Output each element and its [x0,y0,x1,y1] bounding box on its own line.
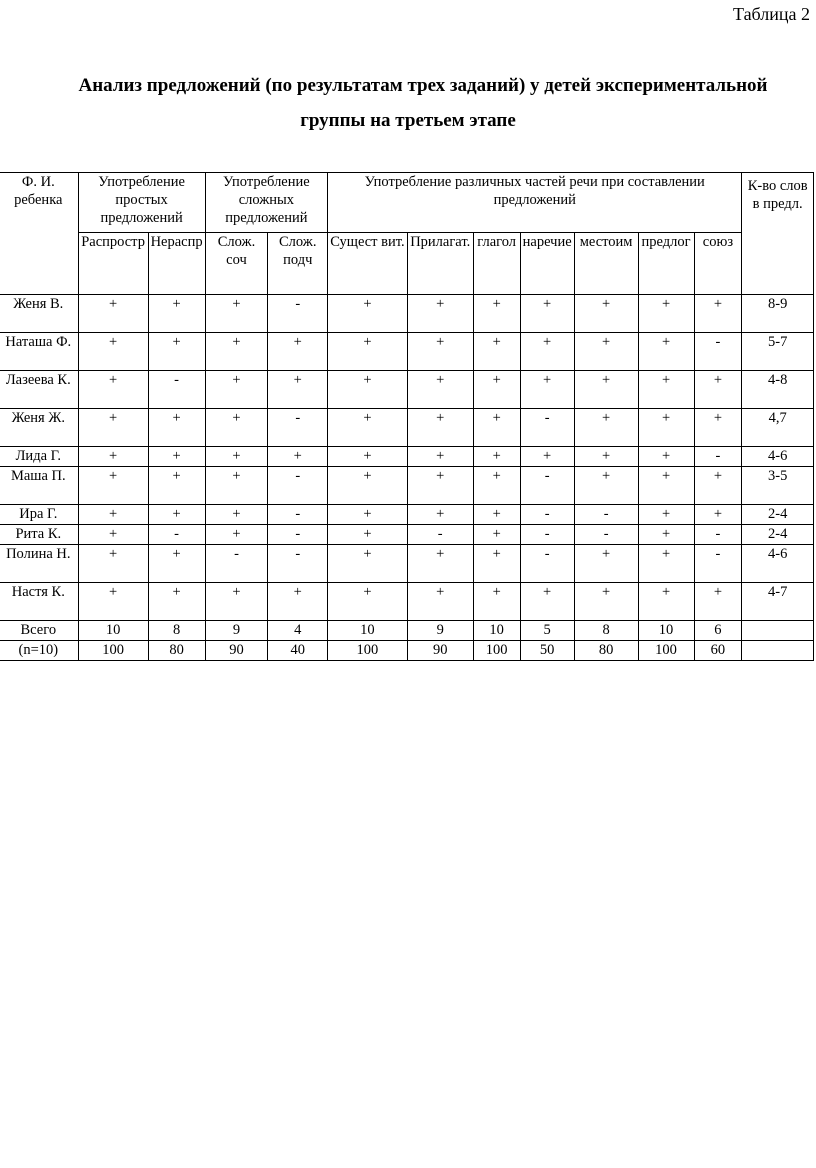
totals-row [0,621,814,641]
header-simple-sentences: Употребление простых предложений [78,173,205,233]
value-cell: + [694,371,742,409]
word-count-cell: 3-5 [742,467,814,505]
value-cell: + [638,525,694,545]
value-cell: + [328,467,408,505]
value-cell: + [148,505,205,525]
value-cell: + [205,447,268,467]
value-cell: + [638,583,694,621]
value-cell: + [148,583,205,621]
value-cell: - [520,525,574,545]
table-row [0,583,814,621]
total-value-cell: 6 [694,621,742,641]
word-count-cell: 4-7 [742,583,814,621]
value-cell: + [407,583,473,621]
value-cell: - [574,525,638,545]
child-name-cell: Наташа Ф. [0,333,78,371]
word-count-cell: 2-4 [742,505,814,525]
total-value-cell: 10 [638,621,694,641]
totals-row [0,641,814,661]
value-cell: + [473,409,520,447]
child-name-cell: Настя К. [0,583,78,621]
value-cell: - [268,295,328,333]
value-cell: + [78,545,148,583]
value-cell: + [78,295,148,333]
value-cell: + [148,409,205,447]
value-cell: + [638,371,694,409]
value-cell: + [574,583,638,621]
results-table [0,172,814,661]
value-cell: + [78,505,148,525]
value-cell: + [694,467,742,505]
child-name-cell: Полина Н. [0,545,78,583]
value-cell: + [205,409,268,447]
value-cell: + [407,409,473,447]
total-value-cell: 60 [694,641,742,661]
table-row [0,525,814,545]
value-cell: + [574,333,638,371]
total-value-cell: 80 [148,641,205,661]
total-value-cell: 8 [574,621,638,641]
value-cell: + [205,583,268,621]
value-cell: + [268,583,328,621]
value-cell: + [328,583,408,621]
value-cell: + [205,371,268,409]
value-cell: + [520,295,574,333]
value-cell: + [407,447,473,467]
value-cell: + [694,505,742,525]
value-cell: + [328,447,408,467]
value-cell: + [473,295,520,333]
subheader-cell: Слож. соч [205,233,268,295]
value-cell: + [473,525,520,545]
value-cell: - [694,525,742,545]
value-cell: + [638,333,694,371]
subheader-cell: предлог [638,233,694,295]
value-cell: + [205,505,268,525]
subheader-cell: глагол [473,233,520,295]
value-cell: + [407,295,473,333]
total-value-cell: 40 [268,641,328,661]
value-cell: + [694,583,742,621]
word-count-cell: 4-6 [742,447,814,467]
value-cell: + [268,447,328,467]
total-value-cell: 100 [638,641,694,661]
subheader-cell: Сущест вит. [328,233,408,295]
total-value-cell: 50 [520,641,574,661]
value-cell: + [148,447,205,467]
subheader-cell: Распростр [78,233,148,295]
value-cell: + [78,409,148,447]
value-cell: + [407,333,473,371]
total-value-cell: 10 [78,621,148,641]
value-cell: - [574,505,638,525]
total-value-cell: 10 [328,621,408,641]
total-value-cell: 9 [205,621,268,641]
value-cell: + [268,371,328,409]
child-name-cell: Лида Г. [0,447,78,467]
total-value-cell: 100 [328,641,408,661]
value-cell: + [328,505,408,525]
value-cell: - [268,409,328,447]
total-value-cell: 100 [473,641,520,661]
value-cell: + [78,371,148,409]
value-cell: - [407,525,473,545]
table-caption: Таблица 2 [733,4,810,24]
value-cell: + [520,583,574,621]
value-cell: + [694,295,742,333]
value-cell: + [520,333,574,371]
value-cell: - [520,545,574,583]
word-count-cell: 2-4 [742,525,814,545]
word-count-cell: 4-8 [742,371,814,409]
child-name-cell: Маша П. [0,467,78,505]
value-cell: + [205,333,268,371]
value-cell: + [473,447,520,467]
header-parts-of-speech: Употребление различных частей речи при составлении предложений [328,173,742,233]
value-cell: + [638,409,694,447]
child-name-cell: Женя Ж. [0,409,78,447]
value-cell: + [148,295,205,333]
document-title-line-1: Анализ предложений (по результатам трех заданий) у детей экспериментальной [78,75,768,96]
value-cell: - [268,467,328,505]
total-value-cell: 4 [268,621,328,641]
subheader-cell: Прилагат. [407,233,473,295]
value-cell: - [694,333,742,371]
word-count-cell: 4,7 [742,409,814,447]
total-value-cell: 100 [78,641,148,661]
value-cell: + [473,545,520,583]
value-cell: - [694,447,742,467]
word-count-cell: 4-6 [742,545,814,583]
total-value-cell: 8 [148,621,205,641]
table-row [0,467,814,505]
value-cell: + [328,525,408,545]
value-cell: + [328,409,408,447]
value-cell: + [148,467,205,505]
value-cell: + [638,295,694,333]
value-cell: + [638,467,694,505]
value-cell: + [473,583,520,621]
header-word-count: К-во слов в предл. [742,173,814,295]
value-cell: - [205,545,268,583]
value-cell: + [574,467,638,505]
value-cell: + [78,447,148,467]
value-cell: + [328,295,408,333]
value-cell: + [574,295,638,333]
table-row [0,371,814,409]
value-cell: + [407,371,473,409]
value-cell: + [205,295,268,333]
value-cell: + [148,545,205,583]
value-cell: - [520,505,574,525]
child-name-cell: Рита К. [0,525,78,545]
value-cell: + [78,333,148,371]
child-name-cell: Лазеева К. [0,371,78,409]
empty-cell [742,621,814,641]
word-count-cell: 8-9 [742,295,814,333]
total-value-cell: 9 [407,621,473,641]
value-cell: - [268,505,328,525]
value-cell: + [328,371,408,409]
subheader-cell: Нераспр [148,233,205,295]
table-row [0,295,814,333]
total-value-cell: 10 [473,621,520,641]
value-cell: - [520,467,574,505]
value-cell: + [473,467,520,505]
child-name-cell: Женя В. [0,295,78,333]
value-cell: - [268,525,328,545]
table-row [0,333,814,371]
value-cell: + [407,505,473,525]
value-cell: + [473,371,520,409]
header-complex-sentences: Употребление сложных предложений [205,173,328,233]
value-cell: + [574,371,638,409]
value-cell: + [78,467,148,505]
total-value-cell: 80 [574,641,638,661]
header-child: Ф. И. ребенка [0,173,78,295]
child-name-cell: Ира Г. [0,505,78,525]
value-cell: + [574,409,638,447]
value-cell: + [638,545,694,583]
word-count-cell: 5-7 [742,333,814,371]
value-cell: + [520,447,574,467]
totals-label-cell: Всего [0,621,78,641]
value-cell: + [407,545,473,583]
value-cell: + [473,505,520,525]
value-cell: + [694,409,742,447]
value-cell: + [205,525,268,545]
value-cell: + [148,333,205,371]
value-cell: + [205,467,268,505]
value-cell: + [78,525,148,545]
value-cell: + [268,333,328,371]
value-cell: - [148,371,205,409]
total-value-cell: 90 [407,641,473,661]
table-row [0,545,814,583]
empty-cell [742,641,814,661]
table-row [0,505,814,525]
value-cell: + [574,447,638,467]
subheader-cell: союз [694,233,742,295]
document-title-line-2: группы на третьем этапе [300,110,516,131]
subheader-cell: наречие [520,233,574,295]
value-cell: - [268,545,328,583]
value-cell: + [328,545,408,583]
table-row [0,447,814,467]
value-cell: - [148,525,205,545]
value-cell: + [407,467,473,505]
subheader-cell: местоим [574,233,638,295]
total-value-cell: 90 [205,641,268,661]
value-cell: + [520,371,574,409]
value-cell: + [638,447,694,467]
subheader-cell: Слож. подч [268,233,328,295]
totals-label-cell: (n=10) [0,641,78,661]
value-cell: + [574,545,638,583]
value-cell: + [328,333,408,371]
value-cell: - [694,545,742,583]
table-row [0,409,814,447]
value-cell: + [473,333,520,371]
value-cell: + [638,505,694,525]
total-value-cell: 5 [520,621,574,641]
value-cell: - [520,409,574,447]
value-cell: + [78,583,148,621]
